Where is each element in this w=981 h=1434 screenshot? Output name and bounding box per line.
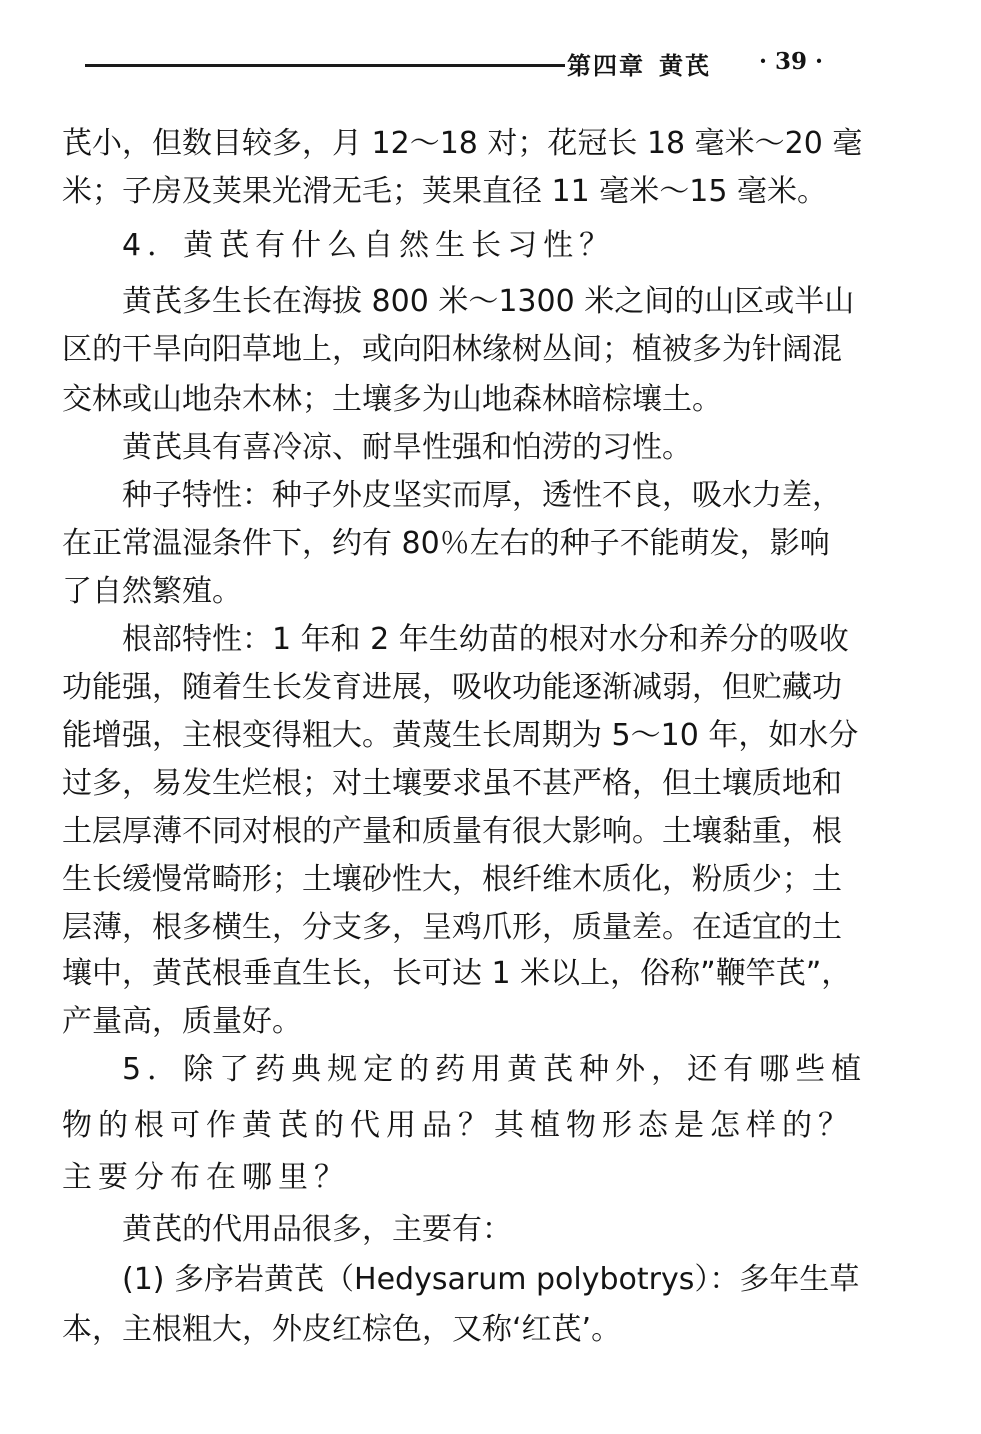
text-line: 种子特性：种子外皮坚实而厚，透性不良，吸水力差，: [122, 478, 842, 513]
header-rule: [85, 64, 565, 67]
text-line: 区的干旱向阳草地上，或向阳林缘树丛间；植被多为针阔混: [62, 332, 842, 367]
text-line: 生长缓慢常畸形；土壤砂性大，根纤维木质化，粉质少；土: [62, 862, 842, 897]
chapter-heading: [567, 46, 725, 81]
question-heading: 物的根可作黄芪的代用品？其植物形态是怎样的？: [62, 1108, 854, 1143]
running-header: [85, 46, 855, 80]
text-line: 了自然繁殖。: [62, 574, 242, 609]
text-line: 产量高，质量好。: [62, 1004, 302, 1039]
text-line: 黄芪多生长在海拔 800 米～1300 米之间的山区或半山: [122, 284, 855, 319]
text-line: 本，主根粗大，外皮红棕色，又称‘红芪’。: [62, 1312, 622, 1347]
text-line: 土层厚薄不同对根的产量和质量有很大影响。土壤黏重，根: [62, 814, 842, 849]
text-line: 芪小，但数目较多，月 12～18 对；花冠长 18 毫米～20 毫: [62, 126, 863, 161]
question-heading: 主要分布在哪里？: [62, 1160, 350, 1195]
text-line: 黄芪的代用品很多，主要有：: [122, 1212, 512, 1247]
text-line: 层薄，根多横生，分支多，呈鸡爪形，质量差。在适宜的土: [62, 910, 842, 945]
question-heading: 5．除了药典规定的药用黄芪种外，还有哪些植: [122, 1052, 868, 1087]
text-line: 过多，易发生烂根；对土壤要求虽不甚严格，但土壤质地和: [62, 766, 842, 801]
text-line: 黄芪具有喜冷凉、耐旱性强和怕涝的习性。: [122, 430, 692, 465]
text-line: 功能强，随着生长发育进展，吸收功能逐渐减弱，但贮藏功: [62, 670, 842, 705]
chapter-number: 第四章: [567, 51, 645, 80]
text-line: 交林或山地杂木林；土壤多为山地森林暗棕壤土。: [62, 382, 722, 417]
text-line: 根部特性：1 年和 2 年生幼苗的根对水分和养分的吸收: [122, 622, 849, 657]
text-line: 能增强，主根变得粗大。黄蔑生长周期为 5～10 年，如水分: [62, 718, 859, 753]
question-heading: 4．黄芪有什么自然生长习性？: [122, 228, 616, 263]
text-line: 壤中，黄芪根垂直生长，长可达 1 米以上，俗称”鞭竿芪”，: [62, 956, 852, 991]
page-number: · 39 ·: [759, 48, 824, 75]
chapter-title: 黄芪: [659, 51, 711, 80]
text-line: (1) 多序岩黄芪（Hedysarum polybotrys）：多年生草: [122, 1262, 860, 1297]
text-line: 米；子房及荚果光滑无毛；荚果直径 11 毫米～15 毫米。: [62, 174, 827, 209]
text-line: 在正常温湿条件下，约有 80％左右的种子不能萌发，影响: [62, 526, 830, 561]
